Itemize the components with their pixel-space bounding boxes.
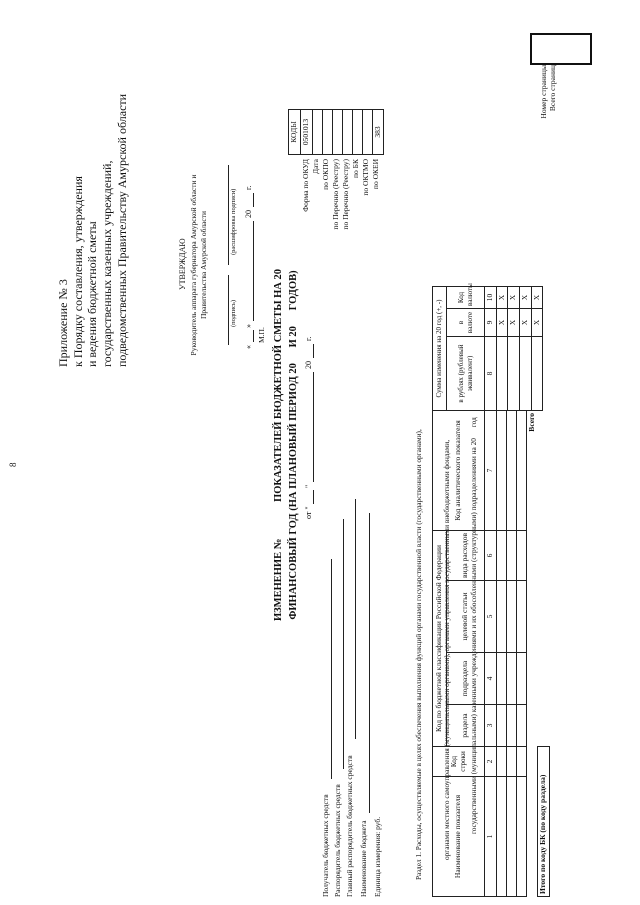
column-number: 4 xyxy=(485,653,497,705)
field-budget-name: Наименование бюджета xyxy=(359,820,368,897)
code-label-oktmo: по ОКТМО xyxy=(361,159,370,196)
data-cell xyxy=(516,530,526,580)
code-label-register-2: по Перечню (Реестру) xyxy=(341,159,350,230)
appendix-line: Приложение № 3 xyxy=(56,279,70,367)
data-cell xyxy=(496,777,506,897)
field-recipient: Получатель бюджетных средств xyxy=(321,794,330,897)
appendix-line: к Порядку составления, утверждения xyxy=(70,176,85,367)
data-cell xyxy=(506,581,516,653)
data-cell xyxy=(496,653,506,705)
approval-heading: УТВЕРЖДАЮ xyxy=(178,238,187,290)
codes-header: КОДЫ xyxy=(289,110,301,155)
data-cell xyxy=(516,410,526,530)
x-mark: Х xyxy=(496,309,508,337)
sum-table xyxy=(432,283,543,411)
codes-block xyxy=(268,105,380,255)
column-number: 6 xyxy=(485,530,497,580)
column-number: 7 xyxy=(485,410,497,530)
data-cell xyxy=(496,705,506,747)
data-cell xyxy=(496,410,506,530)
field-recipient-line xyxy=(331,559,332,779)
data-cell xyxy=(506,530,516,580)
date-mid: » xyxy=(244,324,253,328)
code-value-register-2 xyxy=(342,110,352,155)
data-cell xyxy=(496,337,508,411)
header-sum-currency: в валюте xyxy=(447,309,485,337)
field-manager-line xyxy=(343,519,344,769)
header-sum: Сумма изменения на 20 год (+, -) xyxy=(433,287,447,411)
header-subsection: подраздела xyxy=(447,653,485,705)
header-row-code: Код строки xyxy=(433,747,485,777)
section-heading-line1: Раздел 1. Расходы, осуществляемые в целях обеспечения выполнения функций органами государственной власти (государственными органами), xyxy=(414,429,424,880)
data-cell xyxy=(506,410,516,530)
page-number: 8 xyxy=(8,462,18,467)
x-mark: Х xyxy=(519,309,531,337)
decoding-caption: (расшифровка подписи) xyxy=(230,188,237,255)
data-cell xyxy=(516,777,526,897)
data-cell xyxy=(496,581,506,653)
date-month-line xyxy=(253,221,254,321)
date-prefix: « xyxy=(244,345,253,349)
title-date-month-line xyxy=(313,372,314,482)
data-cell xyxy=(508,337,520,411)
column-number: 5 xyxy=(485,581,497,653)
header-bk-code: Код по бюджетной классификации Российской Федерации xyxy=(433,530,447,746)
code-value-date xyxy=(312,110,322,155)
header-target-article: целевой статьи xyxy=(447,581,485,653)
approval-role-line2: Правительства Амурской области xyxy=(199,210,208,320)
code-label-okpo: по ОКПО xyxy=(321,159,330,190)
codes-table xyxy=(288,109,384,155)
data-cell xyxy=(516,653,526,705)
approval-role-line1: Руководитель аппарата губернатора Амурской области и xyxy=(189,174,198,356)
data-cell xyxy=(506,747,516,777)
appendix-line: и ведения бюджетной сметы xyxy=(85,221,100,367)
appendix-block xyxy=(56,94,129,367)
data-cell xyxy=(496,530,506,580)
header-sum-rub: в рублях (рублевый эквивалент) xyxy=(447,337,485,411)
code-value-register-1 xyxy=(332,110,342,155)
date-year: 20 xyxy=(244,210,253,218)
decoding-line xyxy=(228,165,229,265)
expenses-table xyxy=(432,410,550,897)
column-number: 10 xyxy=(485,287,497,309)
code-value-okei: 383 xyxy=(372,110,384,155)
date-day-line xyxy=(253,330,254,342)
header-section: раздела xyxy=(447,705,485,747)
column-number: 9 xyxy=(485,309,497,337)
appendix-line: государственных казенных учреждений, xyxy=(99,160,114,367)
approval-date xyxy=(244,149,256,349)
data-cell xyxy=(516,705,526,747)
code-value-okud: 0501013 xyxy=(301,110,313,155)
x-mark: Х xyxy=(531,309,543,337)
signature-line xyxy=(228,275,229,345)
x-mark: Х xyxy=(531,287,543,309)
x-mark: Х xyxy=(508,287,520,309)
title-date-year: 20 xyxy=(304,361,313,369)
title-date-day-line xyxy=(313,490,314,504)
data-cell xyxy=(506,705,516,747)
page-count-box xyxy=(530,33,592,65)
field-manager: Распорядитель бюджетных средств xyxy=(333,784,342,897)
header-indicator-name: Наименование показателя xyxy=(433,777,485,897)
document-title-line2: ФИНАНСОВЫЙ ГОД (НА ПЛАНОВЫЙ ПЕРИОД 20 И 20 ГОДОВ) xyxy=(288,270,299,620)
data-cell xyxy=(516,747,526,777)
date-year-line xyxy=(253,193,254,207)
code-value-okpo xyxy=(322,110,332,155)
field-budget-name-line xyxy=(369,513,370,813)
title-date xyxy=(304,299,316,519)
total-rub-cell xyxy=(531,337,543,411)
data-cell xyxy=(506,653,516,705)
x-mark: Х xyxy=(508,309,520,337)
title-date-year-line xyxy=(313,344,314,358)
data-cell xyxy=(496,747,506,777)
subtotal-blank xyxy=(538,410,550,746)
appendix-line: подведомственных Правительству Амурской области xyxy=(114,93,129,367)
header-currency-code: Код валюты xyxy=(447,287,485,309)
header-expense-type: вида расходов xyxy=(447,530,485,580)
column-number: 1 xyxy=(485,777,497,897)
title-date-suffix: г. xyxy=(304,336,313,341)
subtotal-label: Итого по коду БК (по коду раздела) xyxy=(538,747,550,897)
column-number: 8 xyxy=(485,337,497,411)
code-label-okud: Форма по ОКУД xyxy=(301,159,310,212)
title-date-prefix: от " xyxy=(304,506,313,519)
signature-caption: (подпись) xyxy=(230,300,237,327)
header-analytic-code: Код аналитического показателя xyxy=(433,410,485,530)
x-mark: Х xyxy=(496,287,508,309)
code-value-oktmo xyxy=(362,110,372,155)
code-value-bk xyxy=(352,110,362,155)
code-label-register-1: по Перечню (Реестру) xyxy=(331,159,340,230)
column-number: 3 xyxy=(485,705,497,747)
data-cell xyxy=(519,337,531,411)
document-title-line1: ИЗМЕНЕНИЕ № ПОКАЗАТЕЛЕЙ БЮДЖЕТНОЙ СМЕТЫ НА 20 xyxy=(273,268,284,622)
code-label-okei: по ОКЕИ xyxy=(371,159,380,190)
column-number: 2 xyxy=(485,747,497,777)
field-chief-manager-line xyxy=(355,499,356,739)
section-heading-line2: органами местного самоуправления (муниципальными органами), органами управления государственными внебюджетными фондами, xyxy=(441,439,451,860)
section-heading-line3: государственными (муниципальными) казенными учреждениями и их обособленными (структурными) подразделениями на 20 год xyxy=(468,417,478,834)
page-count-labels xyxy=(540,65,557,135)
stamp-place: М.П. xyxy=(257,327,266,343)
data-cell xyxy=(506,777,516,897)
data-cell xyxy=(516,581,526,653)
x-mark: Х xyxy=(519,287,531,309)
field-chief-manager: Главный распорядитель бюджетных средств xyxy=(345,755,354,897)
field-unit: Единица измерения: руб. xyxy=(373,816,382,897)
page-number-label: Номер страницы xyxy=(539,65,548,119)
total-label: Всего xyxy=(526,410,538,896)
page-total-label: Всего страниц xyxy=(547,65,557,112)
header-fields xyxy=(322,497,392,897)
code-label-bk: по БК xyxy=(351,159,360,178)
title-date-mid: " xyxy=(304,484,313,488)
date-suffix: г. xyxy=(244,185,253,190)
code-label-date: Дата xyxy=(311,159,320,174)
